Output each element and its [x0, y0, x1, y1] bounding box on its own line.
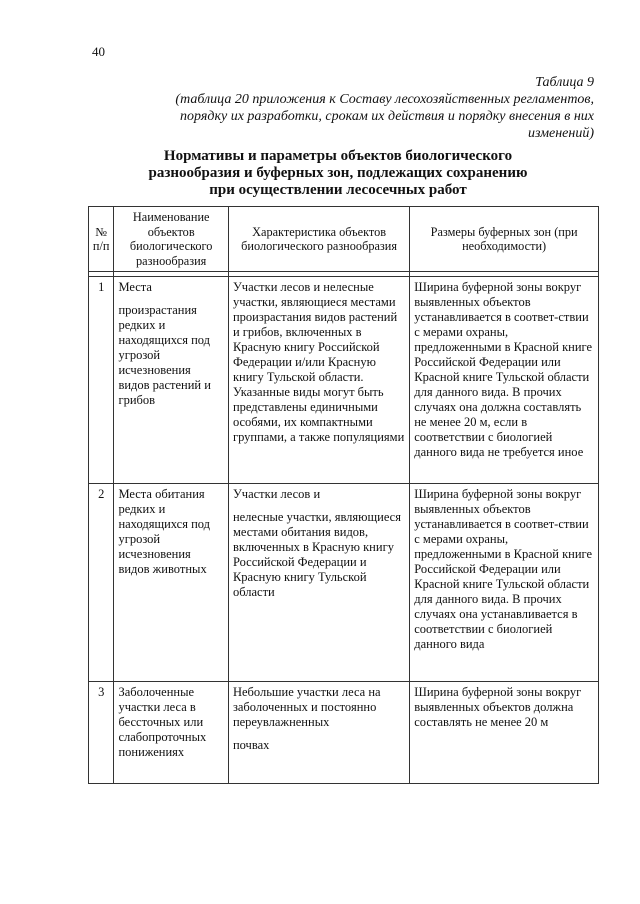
table-row [89, 682, 599, 784]
characteristic-text: Небольшие участки леса на заболоченных и постоянно переувлажненных [232, 685, 381, 729]
buffer-size-cell: Ширина буферной зоны вокруг выявленных объектов устанавливается в соответ-ствии с мерами охраны, предложенными в Красной книге Российской Федерации или Красной книге Тульской области для данного вида. В прочих случаях она устанавливается в соответствии с биологией данного вида [410, 484, 599, 682]
title-line-2: разнообразия и буферных зон, подлежащих сохранению [148, 165, 528, 181]
table-caption [114, 74, 594, 142]
characteristic-cell [228, 277, 409, 484]
object-name-text: произрастания редких и находящихся под угрозой исчезновения видов растений и грибов [118, 303, 211, 407]
characteristic-text: почвах [232, 738, 270, 752]
characteristic-text: Участки лесов и [232, 487, 321, 501]
header-number: № п/п [89, 207, 114, 272]
characteristic-text: нелесные участки, являющиеся местами обитания видов, включенных в Красную книгу Российской Федерации и Красную книгу Тульской области [232, 510, 401, 599]
header-object-name: Наименование объектов биологического разнообразия [114, 207, 229, 272]
table-header-row [89, 207, 599, 272]
row-number: 1 [89, 277, 114, 484]
caption-reference-line-1: (таблица 20 приложения к Составу лесохозяйственных регламентов, [175, 92, 594, 107]
row-number: 3 [89, 682, 114, 784]
characteristic-cell [228, 682, 409, 784]
object-name-text: Места [118, 280, 152, 294]
title-line-3: при осуществлении лесосечных работ [209, 182, 467, 198]
header-buffer-size: Размеры буферных зон (при необходимости) [410, 207, 599, 272]
object-name-text: Заболоченные участки леса в бессточных или слабопроточных понижениях [118, 685, 207, 759]
buffer-size-cell: Ширина буферной зоны вокруг выявленных объектов устанавливается в соответ-ствии с мерами охраны, предложенными в Красной книге Российской Федерации или Красной книге Тульской области для данного вида. В прочих случаях она должна составлять не менее 20 м, если в соответствии с биологией данного вида не требуется иное [410, 277, 599, 484]
table-row [89, 484, 599, 682]
title-line-1: Нормативы и параметры объектов биологического [163, 148, 513, 164]
object-name-cell [114, 277, 229, 484]
caption-reference-line-3: изменений) [527, 126, 594, 141]
row-number: 2 [89, 484, 114, 682]
norms-table [88, 206, 599, 784]
object-name-cell [114, 484, 229, 682]
characteristic-cell [228, 484, 409, 682]
object-name-cell [114, 682, 229, 784]
document-title [108, 148, 568, 199]
header-characteristic: Характеристика объектов биологического разнообразия [228, 207, 409, 272]
caption-table-number: Таблица 9 [535, 75, 594, 90]
characteristic-text: Участки лесов и нелесные участки, являющиеся местами произрастания видов растений и грибов, включенных в Красную книгу Российской Федерации и/или Красную книгу Тульской области. Указанные виды могут быть представлены единичными особями, их компактными группами, а также популяциями [232, 280, 405, 444]
caption-reference-line-2: порядку их разработки, срокам их действия и порядку внесения в них [180, 109, 594, 124]
object-name-text: Места обитания редких и находящихся под угрозой исчезновения видов животных [118, 487, 211, 576]
table-row [89, 277, 599, 484]
page-number: 40 [92, 44, 105, 59]
buffer-size-cell: Ширина буферной зоны вокруг выявленных объектов должна составлять не менее 20 м [410, 682, 599, 784]
